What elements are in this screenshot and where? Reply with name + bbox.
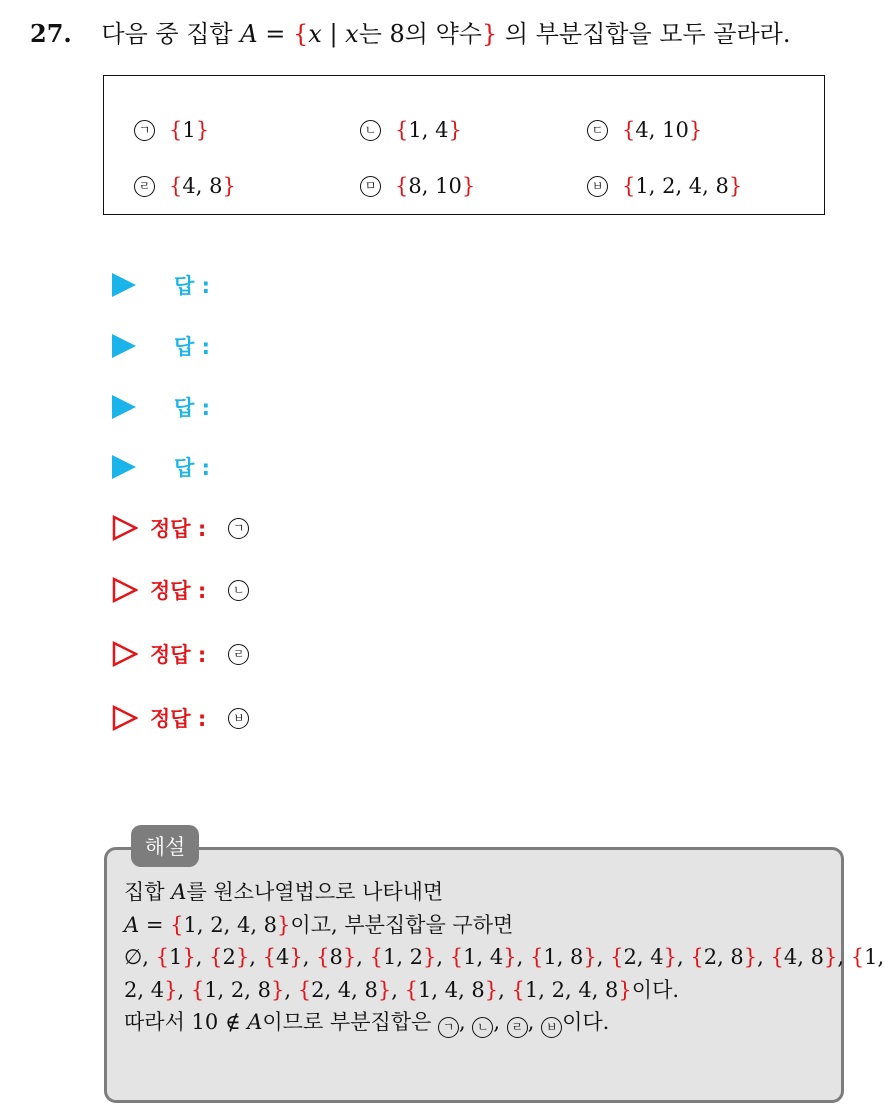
equals-sign: = xyxy=(265,20,286,48)
solution-line: 집합 A를 원소나열법으로 나타내면 xyxy=(124,880,444,904)
choice-item[interactable]: ㄱ { 1 } xyxy=(134,118,209,142)
answer-row[interactable] xyxy=(112,392,210,422)
set-bar: | xyxy=(329,20,338,48)
choice-set: 1, 4 xyxy=(408,118,449,142)
solution-tab: 해설 xyxy=(131,825,199,867)
circled-mark: ㄴ xyxy=(228,580,249,601)
choice-set: 1, 2, 4, 8 xyxy=(635,174,729,198)
outline-triangle-icon xyxy=(112,577,138,603)
choice-set: 1 xyxy=(182,118,196,142)
set-variable: x xyxy=(308,20,322,48)
circled-mark: ㄹ xyxy=(228,644,249,665)
question-header xyxy=(30,14,790,49)
question-suffix: 의 부분집합을 모두 골라라. xyxy=(504,20,791,48)
choice-set: 8, 10 xyxy=(408,174,462,198)
question-prefix: 다음 중 집합 xyxy=(101,20,233,48)
solution-line: ∅, {1}, {2}, {4}, {8}, {1, 2}, {1, 4}, {1, 8}, {2, 4}, {2, 8}, {4, 8}, {1, xyxy=(124,945,884,970)
close-brace: } xyxy=(481,20,498,48)
correct-answer-row xyxy=(112,703,249,733)
solution-line: 따라서 10 ∉ A이므로 부분집합은 ㄱ , ㄴ , ㄹ , ㅂ 이다. xyxy=(124,1006,834,1039)
solution-line: A = {1, 2, 4, 8}이고, 부분집합을 구하면 xyxy=(124,912,514,937)
circled-mark: ㅂ xyxy=(228,708,249,729)
circled-mark: ㅂ xyxy=(541,1017,562,1038)
outline-triangle-icon xyxy=(112,515,138,541)
choice-set: 4, 10 xyxy=(635,118,689,142)
outline-triangle-icon xyxy=(112,705,138,731)
choice-set: 4, 8 xyxy=(182,174,223,198)
set-name: A xyxy=(240,20,258,48)
outline-triangle-icon xyxy=(112,641,138,667)
choice-box xyxy=(103,75,825,215)
answer-row[interactable] xyxy=(112,270,210,300)
choice-item[interactable]: ㄴ { 1, 4 } xyxy=(360,118,462,142)
circled-mark: ㄹ xyxy=(134,176,155,197)
play-triangle-icon xyxy=(112,273,136,297)
choice-item[interactable]: ㄹ { 4, 8 } xyxy=(134,174,236,198)
question-number: 27. xyxy=(30,19,72,48)
circled-mark: ㄷ xyxy=(587,120,608,141)
choice-item[interactable]: ㅁ { 8, 10 } xyxy=(360,174,475,198)
solution-line: 2, 4}, {1, 2, 8}, {2, 4, 8}, {1, 4, 8}, {1, 2, 4, 8}이다. xyxy=(124,977,680,1002)
play-triangle-icon xyxy=(112,334,136,358)
circled-mark: ㅁ xyxy=(360,176,381,197)
answer-label: 답 : xyxy=(174,335,210,359)
circled-mark: ㄱ xyxy=(228,518,249,539)
play-triangle-icon xyxy=(112,455,136,479)
answer-row[interactable] xyxy=(112,331,210,361)
answer-label: 답 : xyxy=(174,396,210,420)
answer-label: 답 : xyxy=(174,274,210,298)
set-condition: 는 8의 약수 xyxy=(358,20,482,48)
correct-answer-row xyxy=(112,513,249,543)
correct-answer-row xyxy=(112,575,249,605)
circled-mark: ㄱ xyxy=(134,120,155,141)
set-variable-2: x xyxy=(345,20,359,48)
answer-label: 답 : xyxy=(174,456,210,480)
circled-mark: ㅂ xyxy=(587,176,608,197)
answer-row[interactable] xyxy=(112,452,210,482)
circled-mark: ㄴ xyxy=(472,1017,493,1038)
correct-answer-row xyxy=(112,639,249,669)
correct-label: 정답 : xyxy=(150,579,207,603)
correct-label: 정답 : xyxy=(150,643,207,667)
correct-label: 정답 : xyxy=(150,517,207,541)
correct-label: 정답 : xyxy=(150,707,207,731)
circled-mark: ㄴ xyxy=(360,120,381,141)
circled-mark: ㄱ xyxy=(438,1017,459,1038)
play-triangle-icon xyxy=(112,395,136,419)
circled-mark: ㄹ xyxy=(507,1017,528,1038)
choice-item[interactable]: ㄷ { 4, 10 } xyxy=(587,118,702,142)
open-brace: { xyxy=(292,20,309,48)
solution-text xyxy=(124,876,884,1039)
choice-item[interactable]: ㅂ { 1, 2, 4, 8 } xyxy=(587,174,742,198)
